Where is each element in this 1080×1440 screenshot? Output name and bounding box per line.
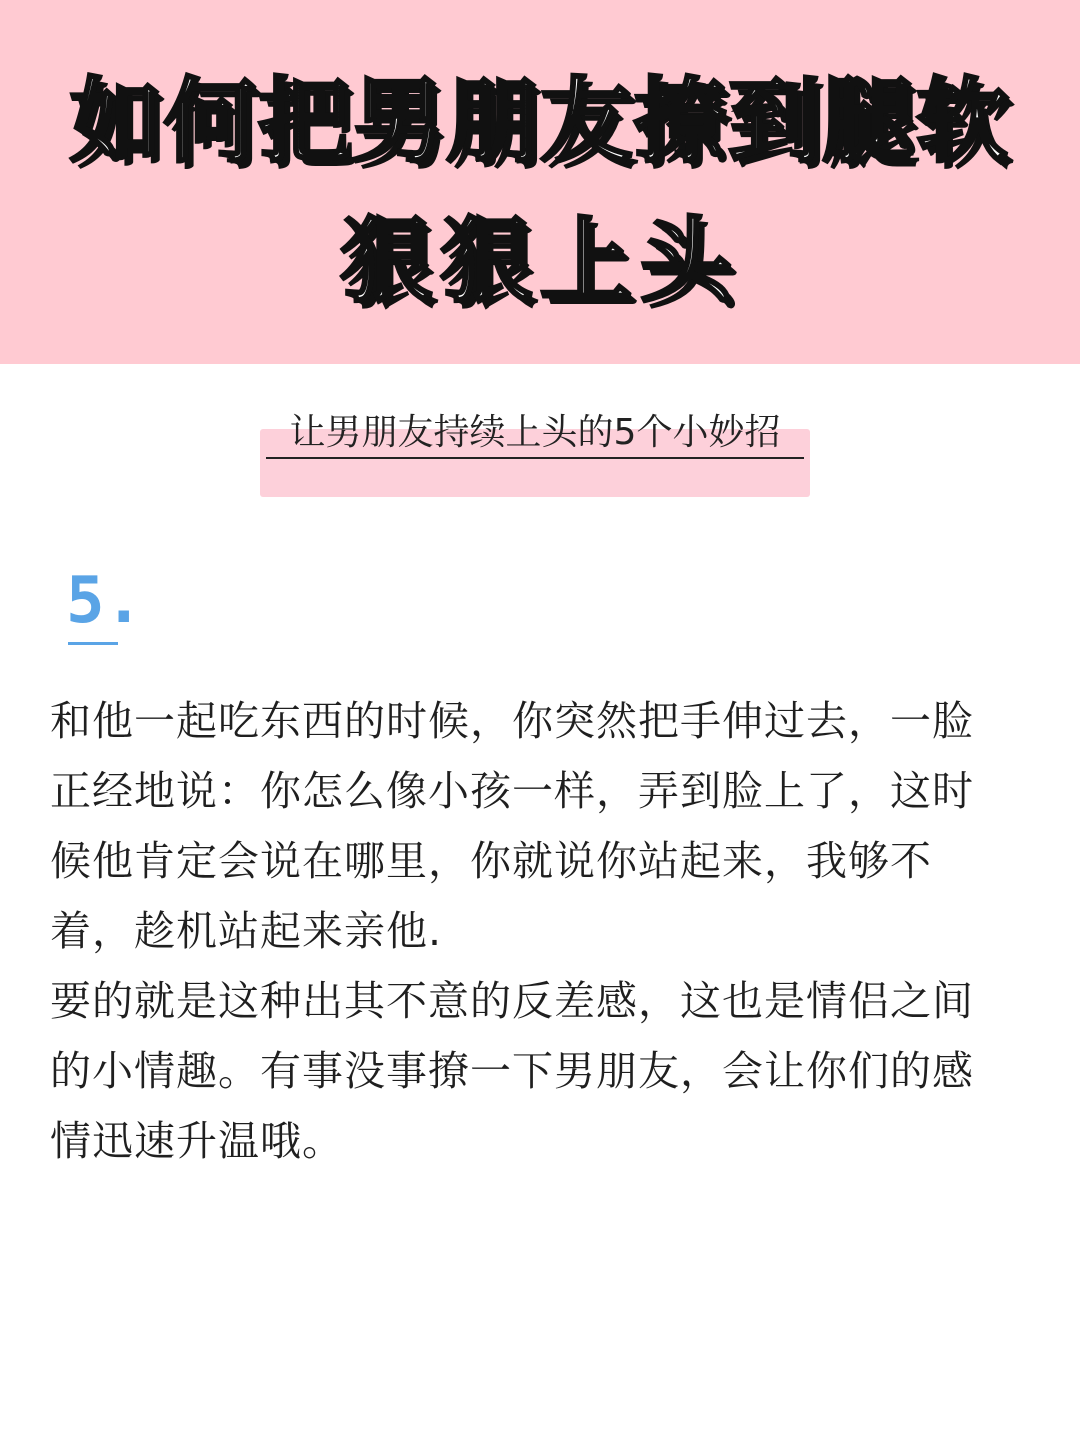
section-number: 5. bbox=[66, 564, 144, 638]
section-number-underline bbox=[68, 642, 118, 645]
subtitle-text: 让男朋友持续上头的5个小妙招 bbox=[266, 409, 804, 459]
body-text bbox=[50, 686, 1010, 1176]
paragraph-1: 和他一起吃东西的时候，你突然把手伸过去，一脸正经地说：你怎么像小孩一样，弄到脸上了，这时候他肯定会说在哪里，你就说你站起来，我够不着，趁机站起来亲他. bbox=[50, 697, 974, 955]
subtitle bbox=[260, 405, 810, 497]
title-line-2: 狠狠上头 bbox=[339, 208, 740, 315]
title-banner bbox=[0, 0, 1080, 364]
paragraph-2: 要的就是这种出其不意的反差感，这也是情侣之间的小情趣。有事没事撩一下男朋友，会让你们的感情迅速升温哦。 bbox=[50, 977, 974, 1165]
title-line-1: 如何把男朋友撩到腿软 bbox=[69, 68, 1010, 175]
